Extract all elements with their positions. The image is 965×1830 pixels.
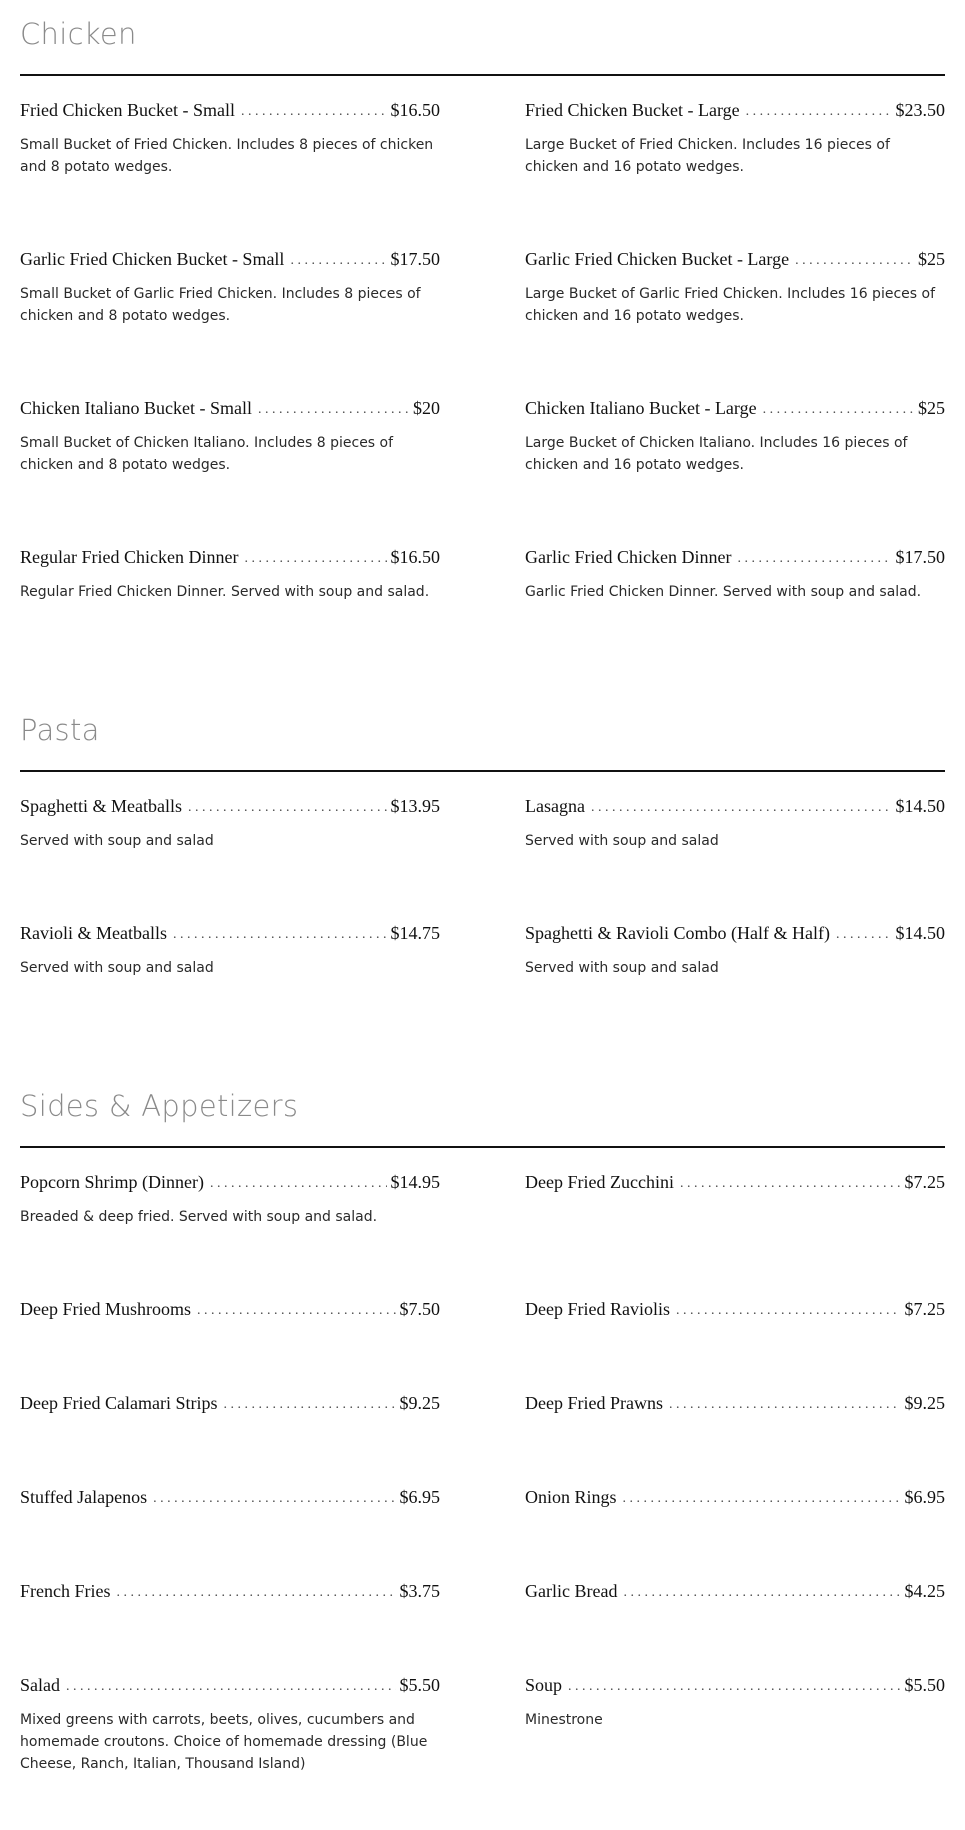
- section-divider: [20, 770, 945, 772]
- menu-item[interactable]: [525, 1170, 945, 1297]
- menu-item-header: [525, 545, 945, 569]
- menu-item-price: $5.50: [399, 1675, 440, 1695]
- menu-item-name: Deep Fried Mushrooms: [20, 1299, 191, 1319]
- menu-item-price: $23.50: [895, 100, 945, 120]
- menu-item-header: [20, 1170, 440, 1194]
- menu-item-header: [20, 1391, 440, 1415]
- menu-item-name: Fried Chicken Bucket - Small: [20, 100, 235, 120]
- menu-item[interactable]: [20, 396, 440, 545]
- menu-item-name: Chicken Italiano Bucket - Large: [525, 398, 757, 418]
- menu-item-header: [20, 1297, 440, 1321]
- menu-item-header: [20, 247, 440, 271]
- dot-leader: [258, 398, 409, 422]
- menu-item-description: Served with soup and salad: [525, 960, 719, 976]
- menu-item[interactable]: [20, 545, 440, 694]
- menu-item-description: Served with soup and salad: [20, 960, 214, 976]
- menu-item-price: $7.25: [904, 1172, 945, 1192]
- menu-item-name: Deep Fried Zucchini: [525, 1172, 674, 1192]
- menu-item-price: $20: [413, 398, 440, 418]
- menu-item-name: French Fries: [20, 1581, 111, 1601]
- menu-item[interactable]: [525, 1673, 945, 1783]
- menu-item[interactable]: [20, 1170, 440, 1297]
- section-divider: [20, 74, 945, 76]
- section-title-pasta: Pasta: [20, 713, 100, 747]
- menu-item-description: Breaded & deep fried. Served with soup and salad.: [20, 1209, 378, 1225]
- menu-item-header: [525, 1170, 945, 1194]
- menu-item-name: Deep Fried Prawns: [525, 1393, 663, 1413]
- menu-item-price: $14.50: [895, 923, 945, 943]
- dot-leader: [737, 547, 891, 571]
- section-pasta: [20, 708, 945, 1048]
- menu-item-name: Ravioli & Meatballs: [20, 923, 167, 943]
- menu-item-price: $9.25: [399, 1393, 440, 1413]
- menu-item-name: Soup: [525, 1675, 563, 1695]
- menu-item-name: Salad: [20, 1675, 60, 1695]
- dot-leader: [66, 1675, 396, 1699]
- menu-item-header: [20, 794, 440, 818]
- menu-item-description: Served with soup and salad: [525, 833, 719, 849]
- dot-leader: [244, 547, 386, 571]
- menu-item[interactable]: [20, 247, 440, 396]
- menu-item-description: Garlic Fried Chicken Dinner. Served with soup and salad.: [525, 584, 922, 600]
- menu-item-description: Regular Fried Chicken Dinner. Served with soup and salad.: [20, 584, 430, 600]
- menu-item[interactable]: [20, 1391, 440, 1485]
- menu-item-header: [525, 98, 945, 122]
- menu-item-price: $16.50: [390, 547, 440, 567]
- menu-item-name: Spaghetti & Meatballs: [20, 796, 182, 816]
- menu-item-price: $25: [918, 249, 945, 269]
- menu-item-price: $17.50: [895, 547, 945, 567]
- menu-item-header: [20, 921, 440, 945]
- menu-item-header: [525, 1485, 945, 1509]
- menu-item[interactable]: [525, 545, 945, 694]
- menu-item-header: [20, 545, 440, 569]
- menu-item-name: Regular Fried Chicken Dinner: [20, 547, 239, 567]
- menu-item-price: $14.75: [390, 923, 440, 943]
- menu-item-price: $25: [918, 398, 945, 418]
- dot-leader: [241, 100, 387, 124]
- menu-item[interactable]: [20, 921, 440, 1048]
- menu-item-description: Large Bucket of Fried Chicken. Includes 16 pieces of chicken and 16 potato wedges.: [525, 137, 890, 175]
- menu-item-header: [525, 247, 945, 271]
- menu-item-header: [525, 1673, 945, 1697]
- menu-item-header: [525, 794, 945, 818]
- menu-item-price: $7.50: [399, 1299, 440, 1319]
- dot-leader: [210, 1172, 387, 1196]
- menu-item-name: Garlic Fried Chicken Bucket - Small: [20, 249, 285, 269]
- menu-item-price: $6.95: [399, 1487, 440, 1507]
- menu-item[interactable]: [20, 98, 440, 247]
- menu-item-name: Garlic Fried Chicken Bucket - Large: [525, 249, 790, 269]
- dot-leader: [223, 1393, 395, 1417]
- menu-item-name: Lasagna: [525, 796, 585, 816]
- menu-item-name: Fried Chicken Bucket - Large: [525, 100, 740, 120]
- menu-item-price: $16.50: [390, 100, 440, 120]
- menu-item-price: $13.95: [390, 796, 440, 816]
- dot-leader: [836, 923, 892, 947]
- menu-item-description: Large Bucket of Chicken Italiano. Includes 16 pieces of chicken and 16 potato wedges.: [525, 435, 908, 473]
- menu-item-price: $6.95: [904, 1487, 945, 1507]
- menu-item[interactable]: [525, 1485, 945, 1579]
- menu-item-price: $3.75: [399, 1581, 440, 1601]
- menu-item[interactable]: [525, 1391, 945, 1485]
- menu-item-header: [20, 1485, 440, 1509]
- menu-item-name: Stuffed Jalapenos: [20, 1487, 148, 1507]
- menu-item-price: $14.50: [895, 796, 945, 816]
- section-title-chicken: Chicken: [20, 17, 137, 51]
- menu-item[interactable]: [525, 396, 945, 545]
- menu-item-description: Small Bucket of Garlic Fried Chicken. Includes 8 pieces of chicken and 8 potato wedges.: [20, 286, 421, 324]
- menu-item[interactable]: [525, 98, 945, 247]
- menu-grid-pasta: [20, 794, 945, 1048]
- dot-leader: [188, 796, 387, 820]
- menu-item-name: Deep Fried Calamari Strips: [20, 1393, 218, 1413]
- dot-leader: [591, 796, 892, 820]
- menu-item-header: [525, 396, 945, 420]
- menu-item-header: [20, 98, 440, 122]
- dot-leader: [746, 100, 892, 124]
- menu-item[interactable]: [20, 1673, 440, 1783]
- menu-item[interactable]: [525, 921, 945, 1048]
- menu-item-header: [525, 921, 945, 945]
- menu-item-price: $14.95: [390, 1172, 440, 1192]
- dot-leader: [116, 1581, 395, 1605]
- section-divider: [20, 1146, 945, 1148]
- section-title-sides: Sides & Appetizers: [20, 1089, 299, 1123]
- menu-item[interactable]: [525, 247, 945, 396]
- menu-item-description: Small Bucket of Fried Chicken. Includes 8 pieces of chicken and 8 potato wedges.: [20, 137, 434, 175]
- dot-leader: [623, 1581, 900, 1605]
- dot-leader: [795, 249, 914, 273]
- menu-item-price: $7.25: [904, 1299, 945, 1319]
- dot-leader: [197, 1299, 396, 1323]
- menu-item[interactable]: [525, 1297, 945, 1391]
- menu-item-name: Garlic Fried Chicken Dinner: [525, 547, 732, 567]
- dot-leader: [676, 1299, 901, 1323]
- menu-item-price: $17.50: [390, 249, 440, 269]
- menu-item-header: [20, 1579, 440, 1603]
- menu-item-description: Large Bucket of Garlic Fried Chicken. Includes 16 pieces of chicken and 16 potato wedges.: [525, 286, 935, 324]
- menu-item[interactable]: [525, 794, 945, 921]
- menu-item-description: Small Bucket of Chicken Italiano. Includes 8 pieces of chicken and 8 potato wedges.: [20, 435, 394, 473]
- menu-item[interactable]: [20, 1485, 440, 1579]
- menu-item[interactable]: [20, 1579, 440, 1673]
- menu-item-header: [20, 1673, 440, 1697]
- menu-item-header: [525, 1297, 945, 1321]
- menu-item-name: Onion Rings: [525, 1487, 617, 1507]
- menu-item[interactable]: [20, 1297, 440, 1391]
- menu-item-header: [525, 1391, 945, 1415]
- menu-item-name: Deep Fried Raviolis: [525, 1299, 670, 1319]
- dot-leader: [173, 923, 387, 947]
- menu-item-header: [525, 1579, 945, 1603]
- menu-item-name: Chicken Italiano Bucket - Small: [20, 398, 252, 418]
- menu-item[interactable]: [20, 794, 440, 921]
- menu-item-name: Garlic Bread: [525, 1581, 618, 1601]
- menu-item-description: Minestrone: [525, 1712, 603, 1728]
- dot-leader: [623, 1487, 901, 1511]
- menu-item-price: $9.25: [904, 1393, 945, 1413]
- dot-leader: [290, 249, 386, 273]
- dot-leader: [568, 1675, 900, 1699]
- menu-item-name: Popcorn Shrimp (Dinner): [20, 1172, 204, 1192]
- dot-leader: [680, 1172, 901, 1196]
- dot-leader: [669, 1393, 901, 1417]
- dot-leader: [153, 1487, 395, 1511]
- section-chicken: [20, 12, 945, 694]
- menu-item-price: $4.25: [904, 1581, 945, 1601]
- menu-grid-chicken: [20, 98, 945, 694]
- dot-leader: [763, 398, 914, 422]
- menu-item-price: $5.50: [904, 1675, 945, 1695]
- section-sides-appetizers: [20, 1084, 945, 1783]
- menu-item-description: Mixed greens with carrots, beets, olives, cucumbers and homemade croutons. Choice of homemade dressing (Blue Cheese, Ranch, Italian, Thousand Island): [20, 1712, 428, 1772]
- menu-grid-sides: [20, 1170, 945, 1783]
- menu-item-description: Served with soup and salad: [20, 833, 214, 849]
- menu-item-header: [20, 396, 440, 420]
- menu-item-name: Spaghetti & Ravioli Combo (Half & Half): [525, 923, 830, 943]
- menu-item[interactable]: [525, 1579, 945, 1673]
